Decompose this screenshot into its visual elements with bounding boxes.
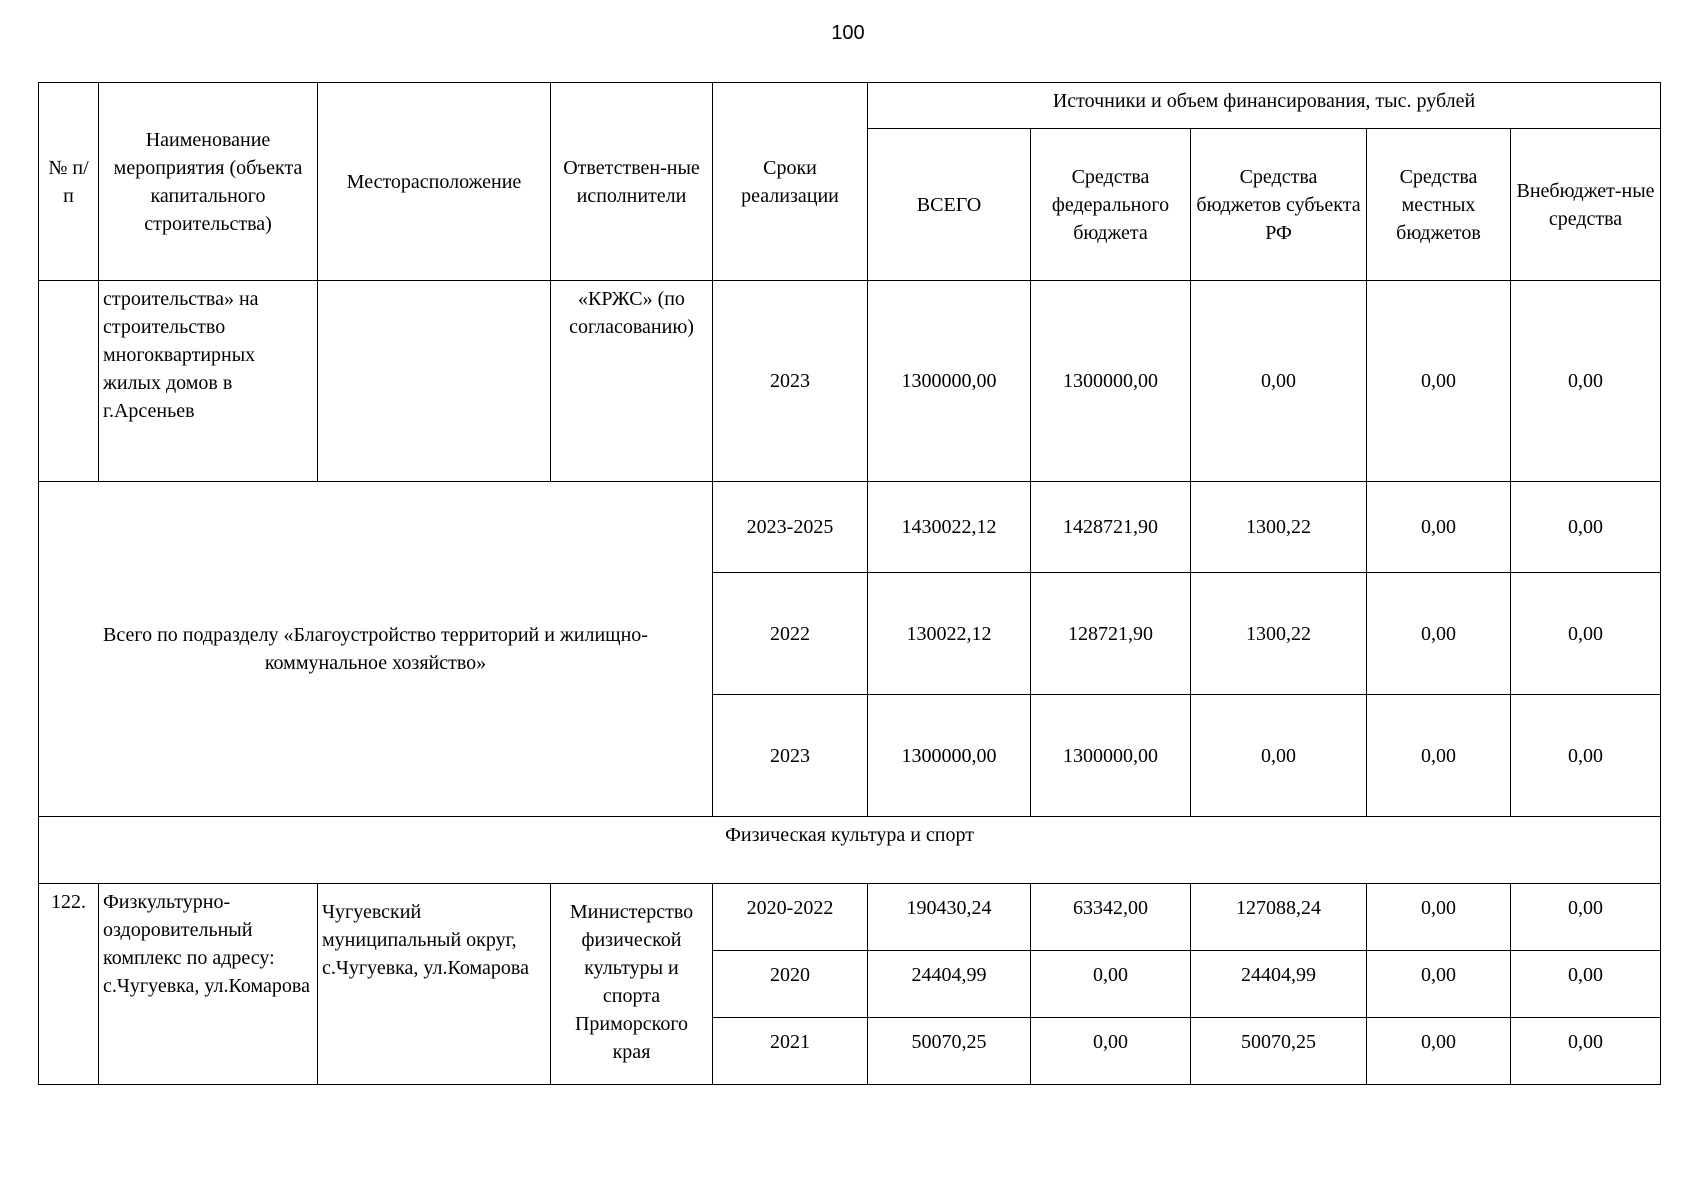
header-row <box>39 83 1661 129</box>
cell-local: 0,00 <box>1367 281 1511 482</box>
cell-responsible: Министерство физической культуры и спорта Приморского края <box>551 884 713 1085</box>
cell-offbudget: 0,00 <box>1511 1018 1661 1085</box>
cell-total: 24404,99 <box>868 951 1031 1018</box>
cell-year: 2022 <box>713 573 868 695</box>
cell-federal: 0,00 <box>1031 1018 1191 1085</box>
cell-local: 0,00 <box>1367 1018 1511 1085</box>
header-total: ВСЕГО <box>868 129 1031 281</box>
cell-name: строительства» на строительство многоквартирных жилых домов в г.Арсеньев <box>99 281 318 482</box>
table-row <box>39 884 1661 951</box>
cell-local: 0,00 <box>1367 573 1511 695</box>
header-offbudget: Внебюджет-ные средства <box>1511 129 1661 281</box>
cell-subject: 127088,24 <box>1191 884 1367 951</box>
cell-num: 122. <box>39 884 99 1085</box>
cell-local: 0,00 <box>1367 482 1511 573</box>
page-number: 100 <box>831 22 865 44</box>
subtotal-label: Всего по подразделу «Благоустройство территорий и жилищно-коммунальное хозяйство» <box>39 482 713 817</box>
cell-offbudget: 0,00 <box>1511 884 1661 951</box>
cell-subject: 0,00 <box>1191 281 1367 482</box>
cell-subject: 1300,22 <box>1191 573 1367 695</box>
cell-total: 130022,12 <box>868 573 1031 695</box>
header-num: № п/п <box>39 83 99 281</box>
cell-federal: 63342,00 <box>1031 884 1191 951</box>
header-subject: Средства бюджетов субъекта РФ <box>1191 129 1367 281</box>
header-location: Месторасположение <box>318 83 551 281</box>
cell-local: 0,00 <box>1367 951 1511 1018</box>
section-title: Физическая культура и спорт <box>39 817 1661 884</box>
cell-offbudget: 0,00 <box>1511 482 1661 573</box>
cell-location <box>318 281 551 482</box>
cell-subject: 24404,99 <box>1191 951 1367 1018</box>
cell-federal: 1300000,00 <box>1031 695 1191 817</box>
cell-local: 0,00 <box>1367 884 1511 951</box>
cell-subject: 50070,25 <box>1191 1018 1367 1085</box>
subtotal-row <box>39 482 1661 573</box>
cell-federal: 1300000,00 <box>1031 281 1191 482</box>
header-terms: Сроки реализации <box>713 83 868 281</box>
cell-year: 2020-2022 <box>713 884 868 951</box>
cell-year: 2023-2025 <box>713 482 868 573</box>
cell-subject: 0,00 <box>1191 695 1367 817</box>
cell-name: Физкультурно-оздоровительный комплекс по адресу: с.Чугуевка, ул.Комарова <box>99 884 318 1085</box>
cell-offbudget: 0,00 <box>1511 573 1661 695</box>
header-local: Средства местных бюджетов <box>1367 129 1511 281</box>
cell-federal: 0,00 <box>1031 951 1191 1018</box>
cell-federal: 1428721,90 <box>1031 482 1191 573</box>
cell-responsible: «КРЖС» (по согласованию) <box>551 281 713 482</box>
cell-year: 2023 <box>713 695 868 817</box>
cell-total: 1300000,00 <box>868 281 1031 482</box>
cell-num <box>39 281 99 482</box>
cell-federal: 128721,90 <box>1031 573 1191 695</box>
cell-total: 50070,25 <box>868 1018 1031 1085</box>
section-row <box>39 817 1661 884</box>
cell-offbudget: 0,00 <box>1511 695 1661 817</box>
cell-year: 2020 <box>713 951 868 1018</box>
cell-offbudget: 0,00 <box>1511 951 1661 1018</box>
cell-total: 190430,24 <box>868 884 1031 951</box>
header-name: Наименование мероприятия (объекта капитального строительства) <box>99 83 318 281</box>
header-responsible: Ответствен-ные исполнители <box>551 83 713 281</box>
cell-year: 2023 <box>713 281 868 482</box>
header-federal: Средства федерального бюджета <box>1031 129 1191 281</box>
cell-total: 1430022,12 <box>868 482 1031 573</box>
cell-total: 1300000,00 <box>868 695 1031 817</box>
table-row <box>39 281 1661 482</box>
header-sources: Источники и объем финансирования, тыс. рублей <box>868 83 1661 129</box>
cell-subject: 1300,22 <box>1191 482 1367 573</box>
cell-local: 0,00 <box>1367 695 1511 817</box>
cell-location: Чугуевский муниципальный округ, с.Чугуевка, ул.Комарова <box>318 884 551 1085</box>
cell-year: 2021 <box>713 1018 868 1085</box>
financing-table <box>38 82 1661 1085</box>
cell-offbudget: 0,00 <box>1511 281 1661 482</box>
